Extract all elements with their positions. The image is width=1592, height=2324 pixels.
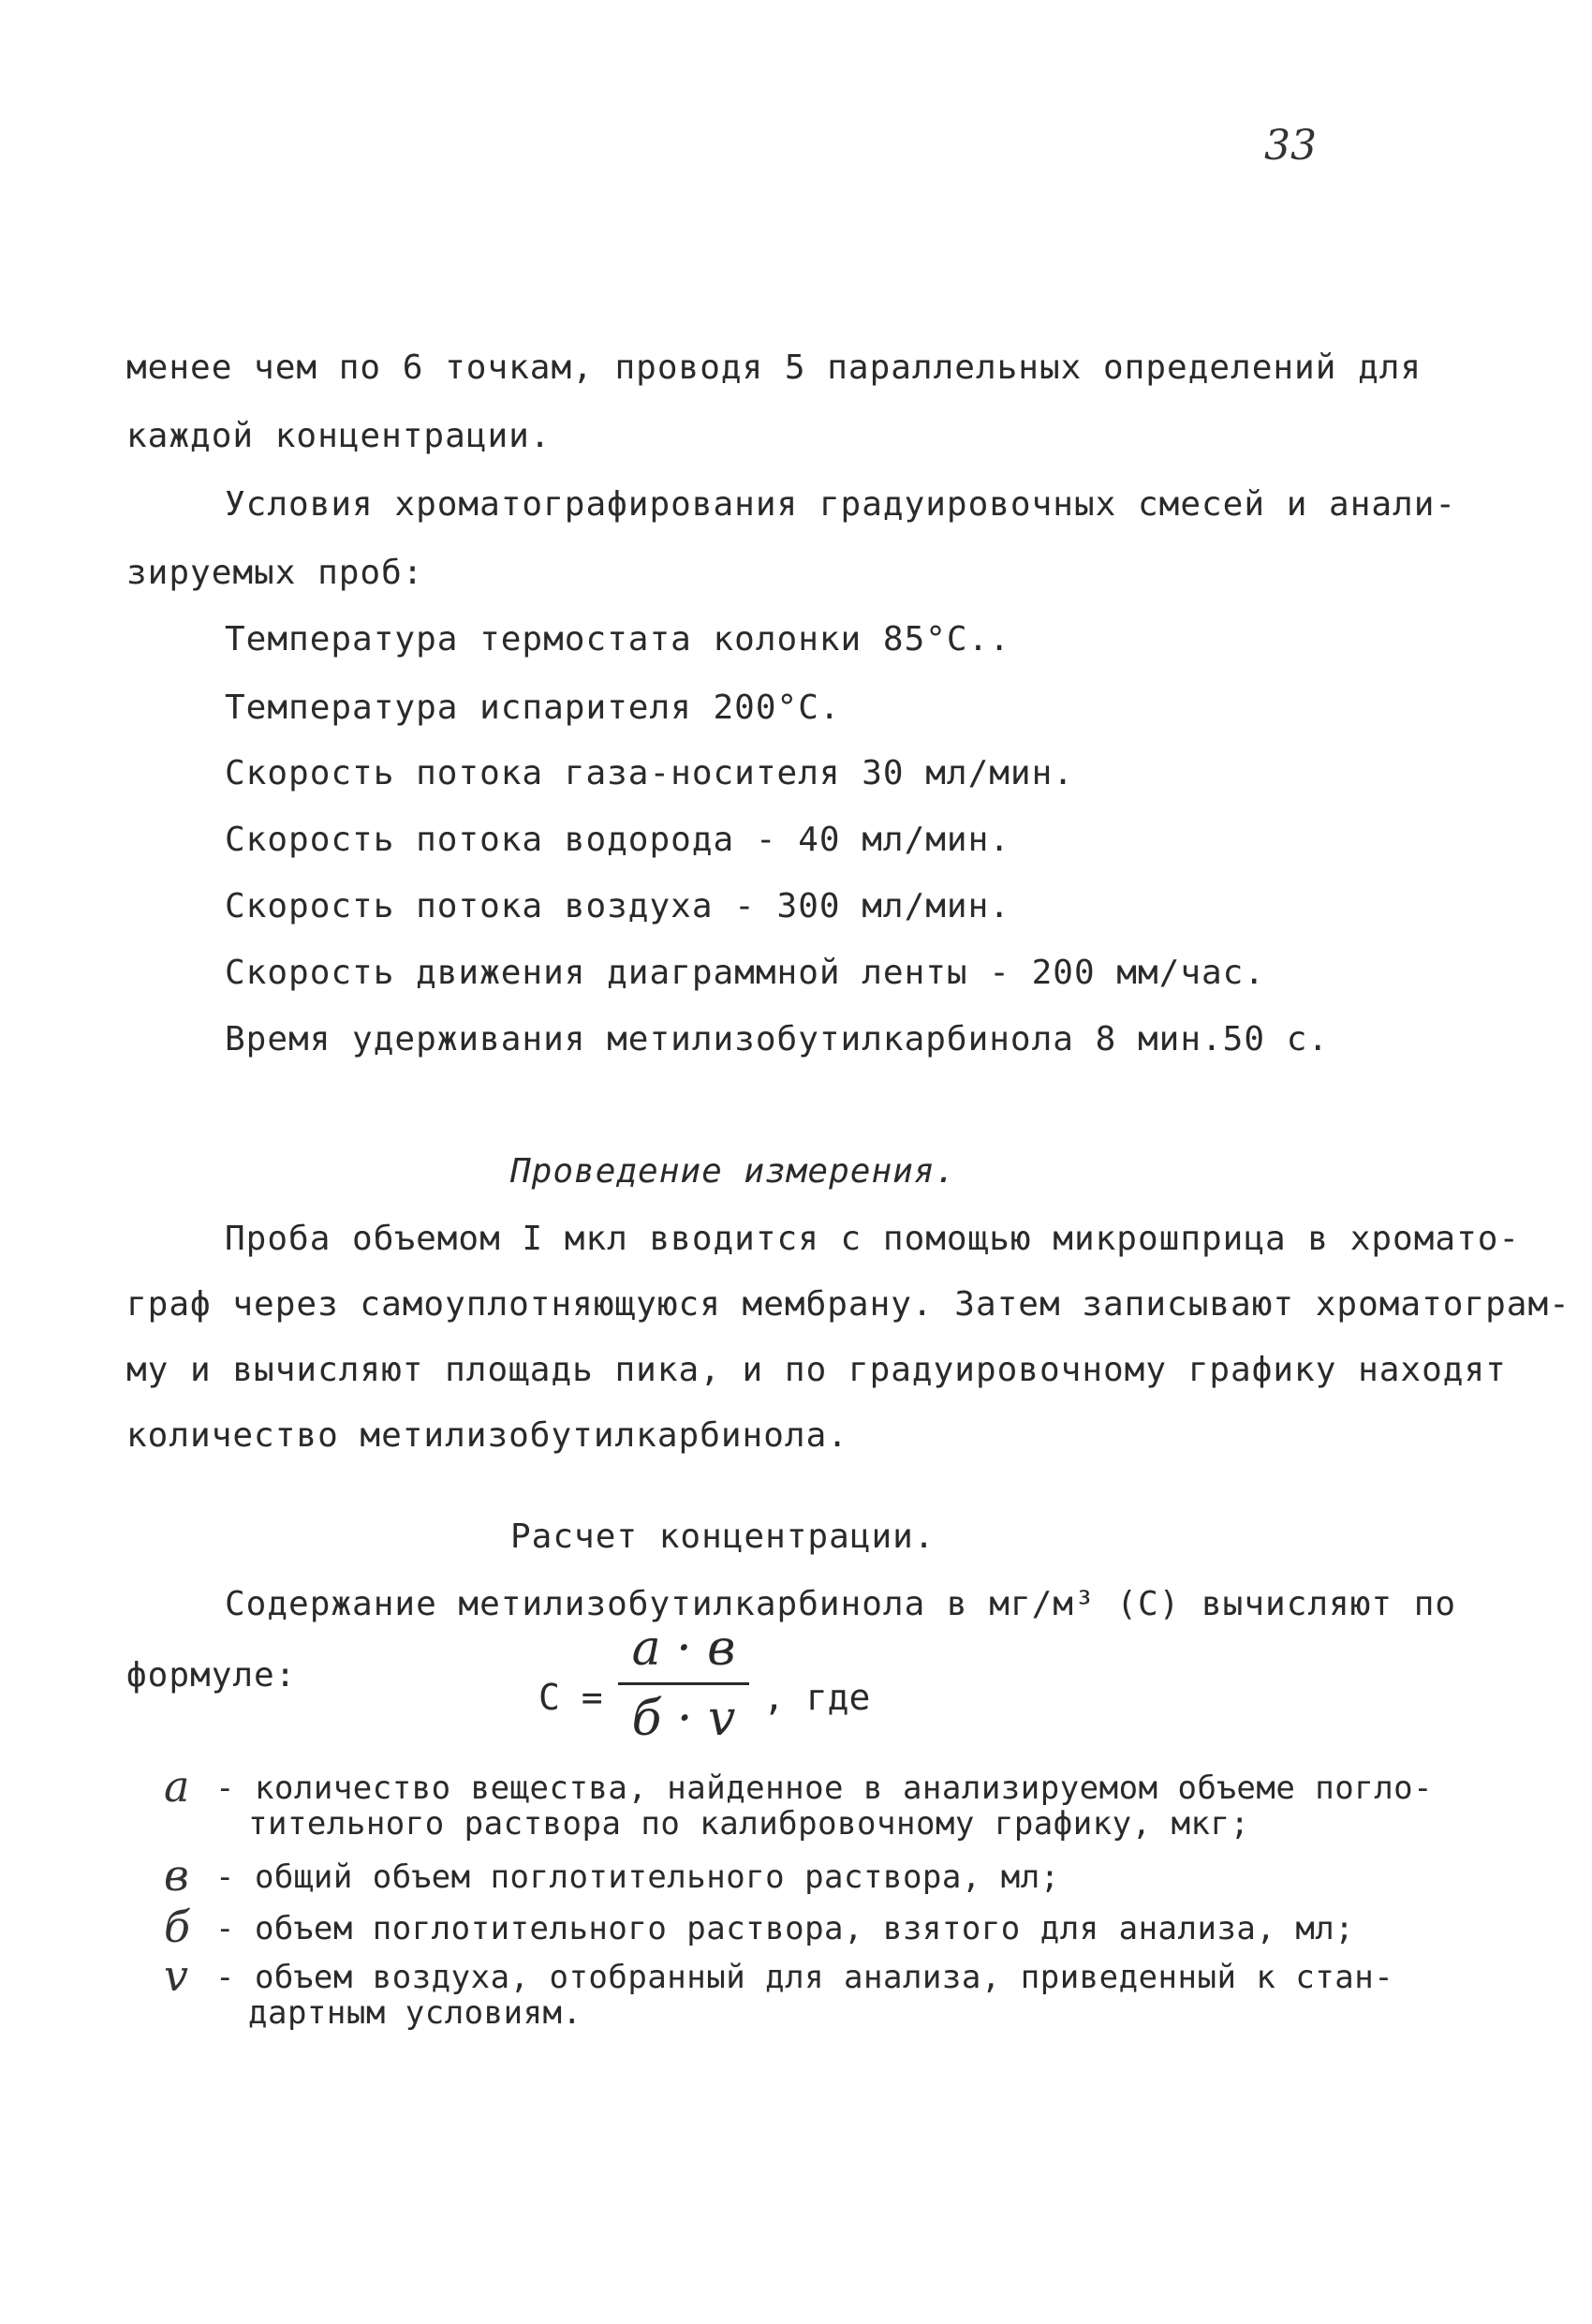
- formula: [538, 1621, 871, 1747]
- definition-text: - объем поглотительного раствора, взятого для анализа, мл;: [215, 1910, 1355, 1947]
- paragraph-line: каждой концентрации.: [126, 417, 552, 455]
- formula-numerator: a · в: [631, 1621, 736, 1677]
- section-heading: Расчет концентрации.: [510, 1517, 936, 1556]
- formula-denominator: б · v: [631, 1691, 736, 1747]
- condition-line: Скорость потока водорода - 40 мл/мин.: [225, 821, 1010, 859]
- paragraph-line: формуле:: [126, 1656, 297, 1695]
- definition-symbol: a: [164, 1761, 190, 1812]
- paragraph-line: Содержание метилизобутилкарбинола в мг/м³ (С) вычисляют по: [225, 1585, 1457, 1623]
- condition-line: Скорость потока газа-носителя 30 мл/мин.: [225, 754, 1074, 792]
- definition-text: тительного раствора по калибровочному графику, мкг;: [248, 1805, 1250, 1843]
- paragraph-line: Условия хроматографирования градуировочных смесей и анали-: [225, 485, 1457, 524]
- page-number: 33: [1264, 122, 1317, 170]
- formula-lhs: С =: [538, 1677, 603, 1718]
- paragraph-line: му и вычисляют площадь пика, и по градуировочному графику находят: [126, 1351, 1507, 1389]
- section-heading: Проведение измерения.: [510, 1152, 957, 1191]
- paragraph-line: Проба объемом I мкл вводится с помощью микрошприца в хромато-: [225, 1220, 1521, 1258]
- formula-bar: [618, 1682, 749, 1685]
- definition-text: - общий объем поглотительного раствора, мл;: [215, 1858, 1060, 1896]
- paragraph-line: зируемых проб:: [126, 554, 424, 592]
- condition-line: Скорость потока воздуха - 300 мл/мин.: [225, 887, 1010, 925]
- condition-line: Скорость движения диаграммной ленты - 200 мм/час.: [225, 954, 1266, 992]
- formula-fraction: [618, 1621, 749, 1747]
- definition-text: - количество вещества, найденное в анализируемом объеме погло-: [215, 1769, 1434, 1807]
- paragraph-line: менее чем по 6 точкам, проводя 5 параллельных определений для: [126, 348, 1422, 387]
- definition-text: - объем воздуха, отобранный для анализа, приведенный к стан-: [215, 1959, 1394, 1996]
- definition-text: дартным условиям.: [248, 1994, 582, 2032]
- condition-line: Температура термостата колонки 85°С..: [225, 620, 1010, 659]
- paragraph-line: граф через самоуплотняющуюся мембрану. Затем записывают хроматограм-: [126, 1285, 1570, 1324]
- definition-symbol: б: [164, 1902, 191, 1952]
- formula-suffix: , где: [763, 1677, 871, 1718]
- definition-symbol: v: [164, 1950, 188, 2001]
- definition-symbol: в: [164, 1850, 189, 1901]
- paragraph-line: количество метилизобутилкарбинола.: [126, 1416, 848, 1455]
- condition-line: Температура испарителя 200°С.: [225, 688, 841, 727]
- condition-line: Время удерживания метилизобутилкарбинола 8 мин.50 с.: [225, 1020, 1330, 1058]
